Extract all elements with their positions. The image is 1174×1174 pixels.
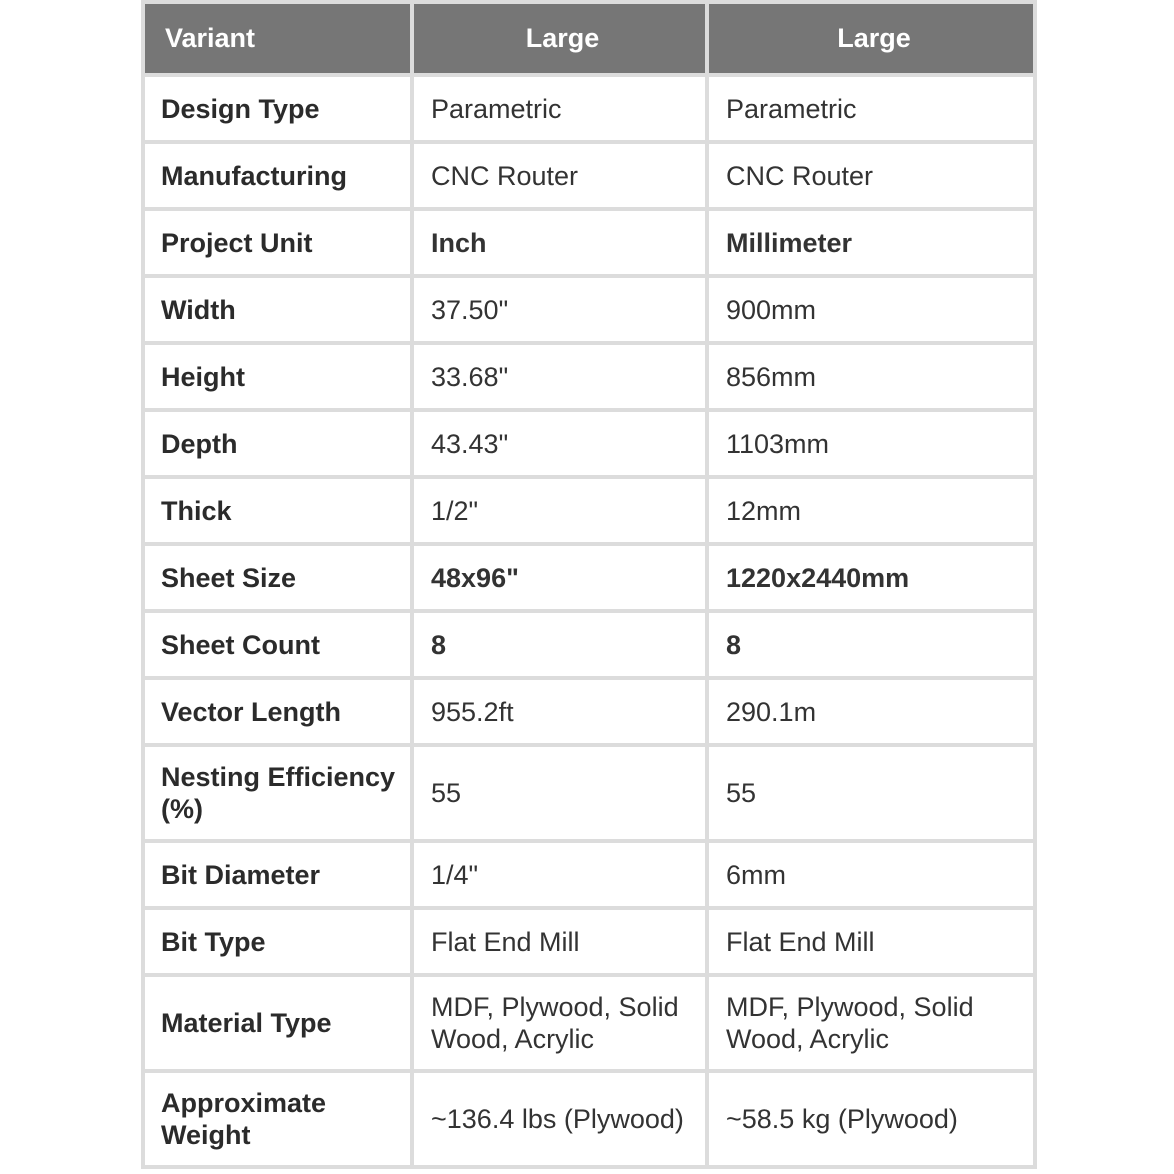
table-row [145, 1073, 1033, 1165]
row-label: Material Type [145, 977, 410, 1069]
row-label: Thick [145, 479, 410, 542]
table-row [145, 977, 1033, 1069]
row-label: Project Unit [145, 211, 410, 274]
cell-variant-2: 1220x2440mm [709, 546, 1033, 609]
cell-variant-2: CNC Router [709, 144, 1033, 207]
table-row [145, 211, 1033, 274]
row-label: Bit Diameter [145, 843, 410, 906]
header-cell-variant-2: Large [709, 4, 1033, 73]
cell-variant-2: 6mm [709, 843, 1033, 906]
row-label: Approximate Weight [145, 1073, 410, 1165]
table-row [145, 412, 1033, 475]
cell-variant-1: 955.2ft [414, 680, 705, 743]
cell-variant-2: 1103mm [709, 412, 1033, 475]
row-label: Depth [145, 412, 410, 475]
header-row [145, 4, 1033, 73]
cell-variant-1: CNC Router [414, 144, 705, 207]
row-label: Height [145, 345, 410, 408]
table-header [145, 4, 1033, 73]
table-body [145, 77, 1033, 1165]
cell-variant-1: Parametric [414, 77, 705, 140]
row-label: Bit Type [145, 910, 410, 973]
cell-variant-2: Millimeter [709, 211, 1033, 274]
header-cell-variant: Variant [145, 4, 410, 73]
row-label: Manufacturing [145, 144, 410, 207]
row-label: Nesting Efficiency (%) [145, 747, 410, 839]
row-label: Width [145, 278, 410, 341]
cell-variant-2: Parametric [709, 77, 1033, 140]
cell-variant-2: 856mm [709, 345, 1033, 408]
table-row [145, 613, 1033, 676]
cell-variant-1: 48x96" [414, 546, 705, 609]
spec-table-container [141, 0, 1033, 1169]
table-row [145, 345, 1033, 408]
cell-variant-1: 1/4" [414, 843, 705, 906]
row-label: Sheet Size [145, 546, 410, 609]
cell-variant-2: 12mm [709, 479, 1033, 542]
cell-variant-1: 1/2" [414, 479, 705, 542]
row-label: Design Type [145, 77, 410, 140]
table-row [145, 479, 1033, 542]
table-row [145, 546, 1033, 609]
cell-variant-2: MDF, Plywood, Solid Wood, Acrylic [709, 977, 1033, 1069]
cell-variant-1: 33.68" [414, 345, 705, 408]
cell-variant-2: ~58.5 kg (Plywood) [709, 1073, 1033, 1165]
cell-variant-2: 8 [709, 613, 1033, 676]
cell-variant-2: 55 [709, 747, 1033, 839]
cell-variant-2: 900mm [709, 278, 1033, 341]
cell-variant-2: 290.1m [709, 680, 1033, 743]
cell-variant-1: 55 [414, 747, 705, 839]
cell-variant-1: MDF, Plywood, Solid Wood, Acrylic [414, 977, 705, 1069]
table-row [145, 747, 1033, 839]
header-cell-variant-1: Large [414, 4, 705, 73]
cell-variant-1: Flat End Mill [414, 910, 705, 973]
row-label: Sheet Count [145, 613, 410, 676]
cell-variant-1: 43.43" [414, 412, 705, 475]
table-row [145, 278, 1033, 341]
row-label: Vector Length [145, 680, 410, 743]
cell-variant-1: ~136.4 lbs (Plywood) [414, 1073, 705, 1165]
table-row [145, 910, 1033, 973]
spec-table [141, 0, 1037, 1169]
cell-variant-1: 37.50" [414, 278, 705, 341]
table-row [145, 843, 1033, 906]
cell-variant-2: Flat End Mill [709, 910, 1033, 973]
table-row [145, 77, 1033, 140]
table-row [145, 680, 1033, 743]
cell-variant-1: 8 [414, 613, 705, 676]
table-row [145, 144, 1033, 207]
cell-variant-1: Inch [414, 211, 705, 274]
